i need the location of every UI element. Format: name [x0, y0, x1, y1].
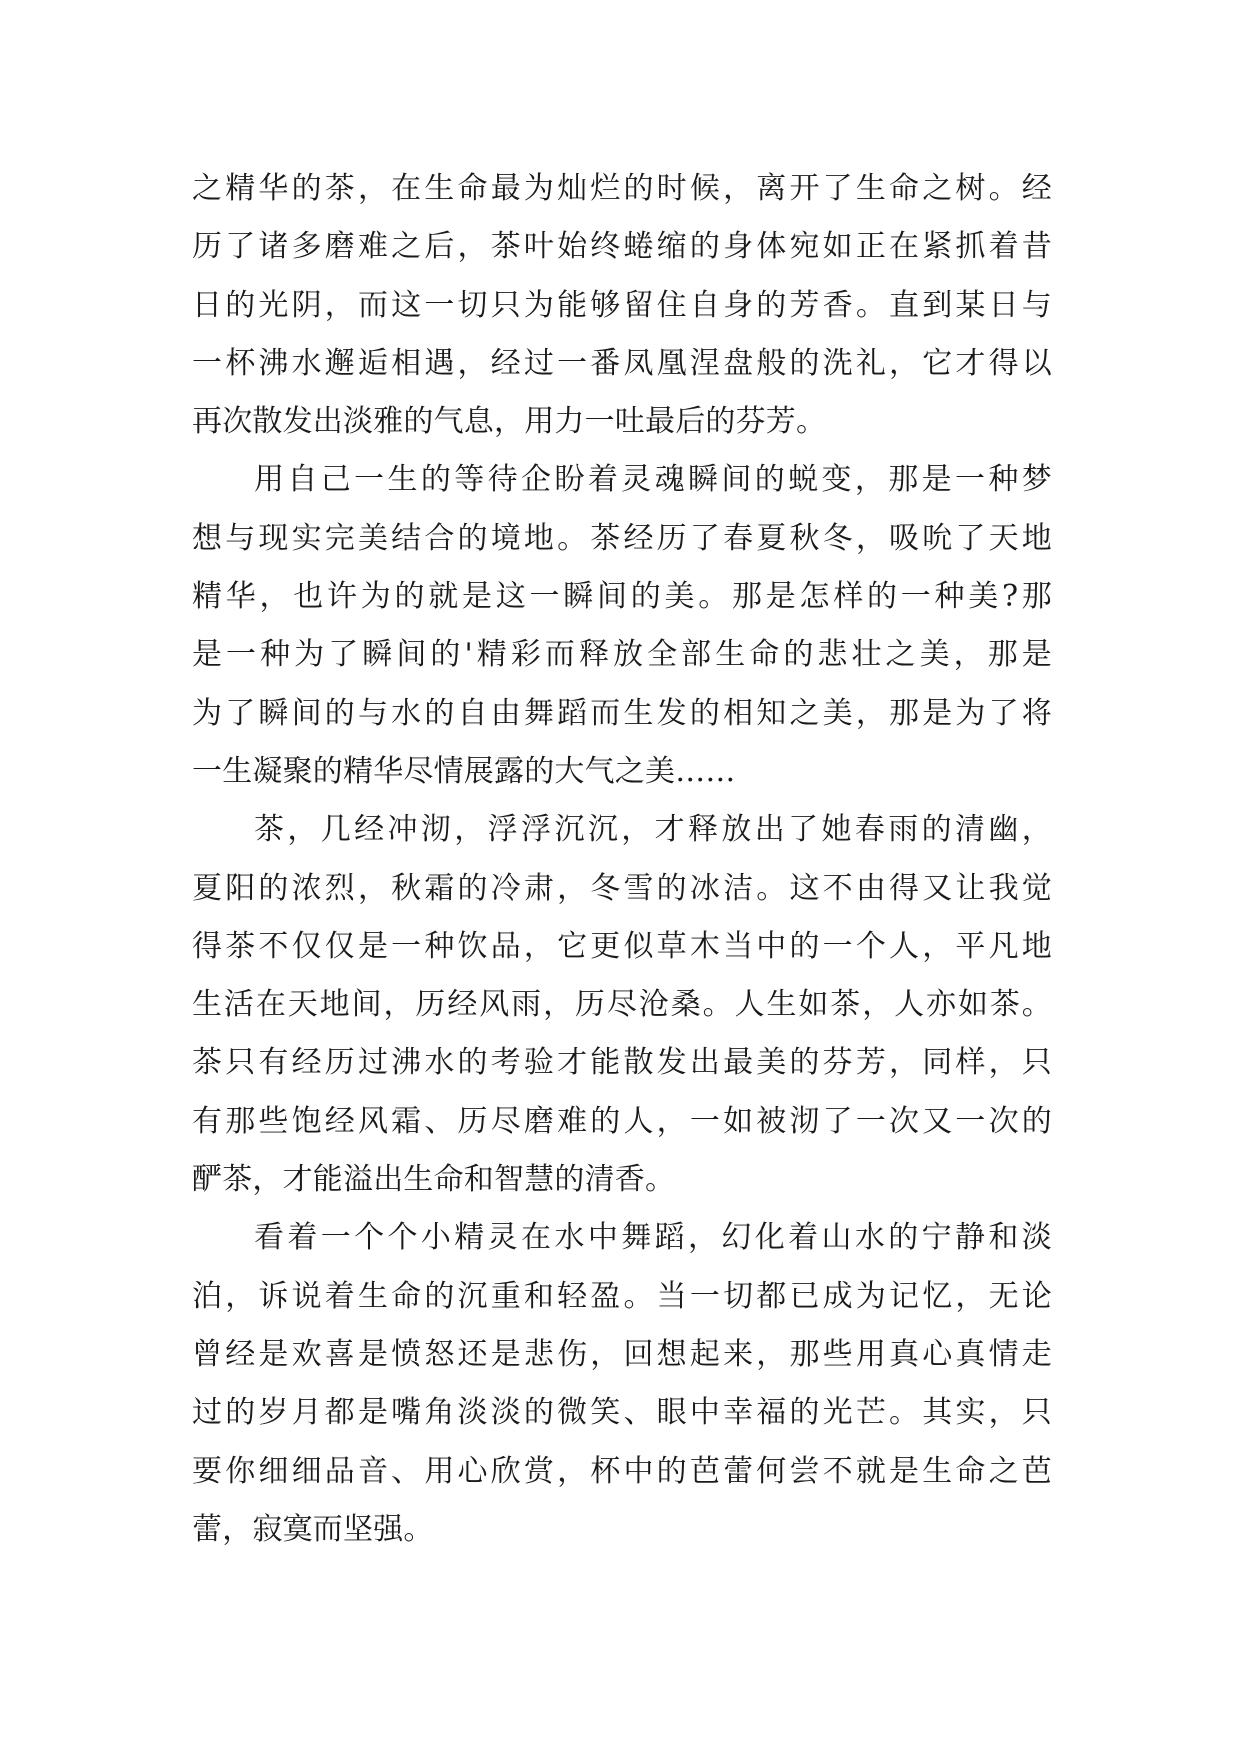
document-body [192, 160, 1052, 1559]
text-line: 蕾，寂寞而坚强。 [192, 1511, 434, 1547]
text-line: 为了瞬间的与水的自由舞蹈而生发的相知之美，那是为了将 [192, 695, 1052, 731]
text-line: 之精华的茶，在生命最为灿烂的时候，离开了生命之树。经 [192, 171, 1052, 206]
text-line: 茶只有经历过沸水的考验才能散发出最美的芬芳，同样，只 [192, 1045, 1052, 1081]
paragraph-3 [192, 801, 1052, 1209]
paragraph-2 [192, 451, 1052, 801]
paragraph-4 [192, 1209, 1052, 1559]
text-line: 历了诸多磨难之后，茶叶始终蜷缩的身体宛如正在紧抓着昔 [192, 229, 1052, 265]
text-line: 用自己一生的等待企盼着灵魂瞬间的蜕变，那是一种梦 [254, 462, 1052, 498]
text-line: 是一种为了瞬间的'精彩而释放全部生命的悲壮之美，那是 [192, 637, 1052, 673]
text-line: 想与现实完美结合的境地。茶经历了春夏秋冬，吸吮了天地 [192, 520, 1052, 556]
text-line: 要你细细品音、用心欣赏，杯中的芭蕾何尝不就是生命之芭 [192, 1453, 1052, 1489]
text-line: 夏阳的浓烈，秋霜的冷肃，冬雪的冰洁。这不由得又让我觉 [192, 870, 1052, 906]
text-line: 有那些饱经风霜、历尽磨难的人，一如被沏了一次又一次的 [192, 1103, 1052, 1139]
paragraph-1 [192, 160, 1052, 451]
text-line: 一杯沸水邂逅相遇，经过一番凤凰涅盘般的洗礼，它才得以 [192, 345, 1052, 381]
text-line: 曾经是欢喜是愤怒还是悲伤，回想起来，那些用真心真情走 [192, 1336, 1052, 1372]
text-line: 泊，诉说着生命的沉重和轻盈。当一切都已成为记忆，无论 [192, 1278, 1052, 1314]
text-line: 茶，几经冲沏，浮浮沉沉，才释放出了她春雨的清幽， [254, 812, 1052, 848]
text-line: 过的岁月都是嘴角淡淡的微笑、眼中幸福的光芒。其实，只 [192, 1395, 1052, 1431]
text-line: 再次散发出淡雅的气息，用力一吐最后的芬芳。 [192, 404, 827, 440]
text-line: 精华，也许为的就是这一瞬间的美。那是怎样的一种美?那 [192, 579, 1052, 615]
text-line: 酽茶，才能溢出生命和智慧的清香。 [192, 1162, 676, 1198]
text-line: 看着一个个小精灵在水中舞蹈，幻化着山水的宁静和淡 [254, 1220, 1052, 1256]
text-line: 一生凝聚的精华尽情展露的大气之美…… [192, 753, 736, 789]
text-line: 得茶不仅仅是一种饮品，它更似草木当中的一个人，平凡地 [192, 928, 1052, 964]
text-line: 日的光阴，而这一切只为能够留住自身的芳香。直到某日与 [192, 287, 1052, 323]
text-line: 生活在天地间，历经风雨，历尽沧桑。人生如茶，人亦如茶。 [192, 987, 1052, 1023]
